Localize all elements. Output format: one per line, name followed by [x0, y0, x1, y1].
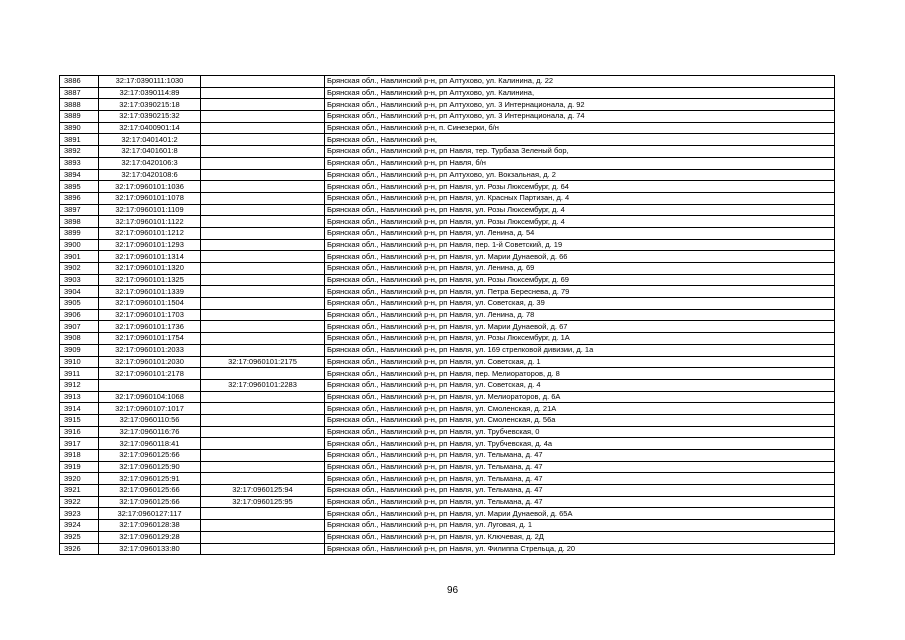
row-number-cell: 3914 [60, 403, 99, 415]
row-number-cell: 3900 [60, 239, 99, 251]
related-cadastral-number-cell [201, 298, 325, 310]
related-cadastral-number-cell [201, 461, 325, 473]
page-number: 96 [446, 585, 459, 596]
related-cadastral-number-cell [201, 216, 325, 228]
related-cadastral-number-cell: 32:17:0960101:2175 [201, 356, 325, 368]
table-row [60, 204, 835, 216]
table-row [60, 344, 835, 356]
table-row [60, 414, 835, 426]
address-cell: Брянская обл., Навлинский р-н, рп Навля, ул. Марии Дунаевой, д. 65А [325, 508, 835, 520]
related-cadastral-number-cell [201, 543, 325, 555]
related-cadastral-number-cell: 32:17:0960101:2283 [201, 379, 325, 391]
related-cadastral-number-cell [201, 251, 325, 263]
address-cell: Брянская обл., Навлинский р-н, рп Навля, ул. Розы Люксембург, д. 64 [325, 181, 835, 193]
cadastral-number-cell: 32:17:0960101:1754 [99, 333, 201, 345]
row-number-cell: 3886 [60, 76, 99, 88]
related-cadastral-number-cell [201, 333, 325, 345]
table-row [60, 239, 835, 251]
row-number-cell: 3899 [60, 227, 99, 239]
cadastral-number-cell: 32:17:0960101:1122 [99, 216, 201, 228]
table-row [60, 403, 835, 415]
table-row [60, 169, 835, 181]
table-row [60, 122, 835, 134]
cadastral-number-cell: 32:17:0390215:18 [99, 99, 201, 111]
address-cell: Брянская обл., Навлинский р-н, рп Навля, ул. Розы Люксембург, д. 69 [325, 274, 835, 286]
cadastral-number-cell: 32:17:0960101:1036 [99, 181, 201, 193]
cadastral-number-cell: 32:17:0960129:28 [99, 531, 201, 543]
table-row [60, 473, 835, 485]
related-cadastral-number-cell [201, 181, 325, 193]
address-cell: Брянская обл., Навлинский р-н, рп Навля, ул. Мелиораторов, д. 6А [325, 391, 835, 403]
row-number-cell: 3890 [60, 122, 99, 134]
address-cell: Брянская обл., Навлинский р-н, рп Навля, ул. Розы Люксембург, д. 1А [325, 333, 835, 345]
row-number-cell: 3920 [60, 473, 99, 485]
table-row [60, 146, 835, 158]
row-number-cell: 3921 [60, 485, 99, 497]
related-cadastral-number-cell [201, 531, 325, 543]
cadastral-number-cell: 32:17:0390111:1030 [99, 76, 201, 88]
address-cell: Брянская обл., Навлинский р-н, рп Навля, ул. Смоленская, д. 21А [325, 403, 835, 415]
address-cell: Брянская обл., Навлинский р-н, [325, 134, 835, 146]
address-cell: Брянская обл., Навлинский р-н, рп Навля, ул. Ленина, д. 54 [325, 227, 835, 239]
table-row [60, 76, 835, 88]
table-row [60, 426, 835, 438]
table-row [60, 286, 835, 298]
address-cell: Брянская обл., Навлинский р-н, рп Навля, ул. Советская, д. 1 [325, 356, 835, 368]
cadastral-number-cell: 32:17:0960101:1504 [99, 298, 201, 310]
table-row [60, 192, 835, 204]
row-number-cell: 3905 [60, 298, 99, 310]
related-cadastral-number-cell [201, 344, 325, 356]
table-row [60, 356, 835, 368]
row-number-cell: 3903 [60, 274, 99, 286]
row-number-cell: 3923 [60, 508, 99, 520]
related-cadastral-number-cell [201, 87, 325, 99]
table-row [60, 531, 835, 543]
table-row [60, 438, 835, 450]
related-cadastral-number-cell [201, 321, 325, 333]
row-number-cell: 3894 [60, 169, 99, 181]
related-cadastral-number-cell: 32:17:0960125:94 [201, 485, 325, 497]
row-number-cell: 3913 [60, 391, 99, 403]
cadastral-number-cell: 32:17:0960101:1314 [99, 251, 201, 263]
cadastral-number-cell: 32:17:0401401:2 [99, 134, 201, 146]
related-cadastral-number-cell [201, 111, 325, 123]
address-cell: Брянская обл., Навлинский р-н, рп Навля, б/н [325, 157, 835, 169]
row-number-cell: 3896 [60, 192, 99, 204]
cadastral-number-cell: 32:17:0960104:1068 [99, 391, 201, 403]
row-number-cell: 3892 [60, 146, 99, 158]
cadastral-number-cell: 32:17:0960101:1339 [99, 286, 201, 298]
cadastral-number-cell: 32:17:0960128:38 [99, 520, 201, 532]
cadastral-number-cell: 32:17:0960101:1325 [99, 274, 201, 286]
cadastral-number-cell: 32:17:0960101:1736 [99, 321, 201, 333]
address-cell: Брянская обл., Навлинский р-н, рп Навля, ул. Филиппа Стрельца, д. 20 [325, 543, 835, 555]
table-row [60, 543, 835, 555]
cadastral-number-cell: 32:17:0960133:80 [99, 543, 201, 555]
cadastral-number-cell: 32:17:0960101:2030 [99, 356, 201, 368]
table-row [60, 379, 835, 391]
address-cell: Брянская обл., Навлинский р-н, рп Навля, ул. Тельмана, д. 47 [325, 461, 835, 473]
table-row [60, 496, 835, 508]
cadastral-number-cell: 32:17:0960101:1320 [99, 263, 201, 275]
cadastral-number-cell: 32:17:0960107:1017 [99, 403, 201, 415]
address-cell: Брянская обл., Навлинский р-н, рп Алтухово, ул. 3 Интернационала, д. 92 [325, 99, 835, 111]
related-cadastral-number-cell [201, 368, 325, 380]
table-row [60, 227, 835, 239]
address-cell: Брянская обл., Навлинский р-н, рп Навля, ул. Петра Береснева, д. 79 [325, 286, 835, 298]
table-row [60, 157, 835, 169]
related-cadastral-number-cell [201, 134, 325, 146]
table-row [60, 321, 835, 333]
row-number-cell: 3897 [60, 204, 99, 216]
row-number-cell: 3889 [60, 111, 99, 123]
address-cell: Брянская обл., Навлинский р-н, рп Навля, ул. Ленина, д. 78 [325, 309, 835, 321]
row-number-cell: 3922 [60, 496, 99, 508]
cadastral-number-cell: 32:17:0420106:3 [99, 157, 201, 169]
address-cell: Брянская обл., Навлинский р-н, рп Навля, пер. 1-й Советский, д. 19 [325, 239, 835, 251]
related-cadastral-number-cell [201, 169, 325, 181]
row-number-cell: 3901 [60, 251, 99, 263]
related-cadastral-number-cell [201, 391, 325, 403]
row-number-cell: 3912 [60, 379, 99, 391]
row-number-cell: 3916 [60, 426, 99, 438]
row-number-cell: 3908 [60, 333, 99, 345]
row-number-cell: 3907 [60, 321, 99, 333]
row-number-cell: 3924 [60, 520, 99, 532]
address-cell: Брянская обл., Навлинский р-н, рп Навля, ул. Розы Люксембург, д. 4 [325, 216, 835, 228]
address-cell: Брянская обл., Навлинский р-н, рп Навля, ул. Тельмана, д. 47 [325, 473, 835, 485]
address-cell: Брянская обл., Навлинский р-н, рп Навля, ул. Луговая, д. 1 [325, 520, 835, 532]
table-row [60, 485, 835, 497]
table-row [60, 391, 835, 403]
cadastral-number-cell: 32:17:0960125:66 [99, 496, 201, 508]
address-cell: Брянская обл., Навлинский р-н, рп Алтухово, ул. Вокзальная, д. 2 [325, 169, 835, 181]
address-cell: Брянская обл., Навлинский р-н, рп Навля, ул. Ленина, д. 69 [325, 263, 835, 275]
address-cell: Брянская обл., Навлинский р-н, рп Навля, ул. Розы Люксембург, д. 4 [325, 204, 835, 216]
row-number-cell: 3891 [60, 134, 99, 146]
table-row [60, 333, 835, 345]
address-cell: Брянская обл., Навлинский р-н, рп Навля, ул. Тельмана, д. 47 [325, 485, 835, 497]
address-cell: Брянская обл., Навлинский р-н, рп Навля, ул. 169 стрелковой дивизии, д. 1а [325, 344, 835, 356]
related-cadastral-number-cell [201, 263, 325, 275]
address-cell: Брянская обл., Навлинский р-н, рп Навля, ул. Ключевая, д. 2Д [325, 531, 835, 543]
row-number-cell: 3895 [60, 181, 99, 193]
cadastral-number-cell: 32:17:0960110:56 [99, 414, 201, 426]
cadastral-number-cell: 32:17:0960125:66 [99, 450, 201, 462]
row-number-cell: 3909 [60, 344, 99, 356]
address-cell: Брянская обл., Навлинский р-н, п. Синезерки, б/н [325, 122, 835, 134]
address-cell: Брянская обл., Навлинский р-н, рп Навля, ул. Смоленская, д. 56а [325, 414, 835, 426]
related-cadastral-number-cell [201, 309, 325, 321]
address-cell: Брянская обл., Навлинский р-н, рп Навля, ул. Трубчевская, 0 [325, 426, 835, 438]
table-row [60, 99, 835, 111]
address-cell: Брянская обл., Навлинский р-н, рп Навля, ул. Марии Дунаевой, д. 67 [325, 321, 835, 333]
address-cell: Брянская обл., Навлинский р-н, рп Навля, пер. Мелиораторов, д. 8 [325, 368, 835, 380]
related-cadastral-number-cell [201, 122, 325, 134]
address-cell: Брянская обл., Навлинский р-н, рп Навля, ул. Тельмана, д. 47 [325, 450, 835, 462]
cadastral-number-cell: 32:17:0960125:90 [99, 461, 201, 473]
cadastral-number-cell: 32:17:0390215:32 [99, 111, 201, 123]
related-cadastral-number-cell [201, 520, 325, 532]
related-cadastral-number-cell [201, 227, 325, 239]
related-cadastral-number-cell [201, 274, 325, 286]
cadastral-number-cell: 32:17:0960101:1293 [99, 239, 201, 251]
registry-table [59, 75, 835, 555]
address-cell: Брянская обл., Навлинский р-н, рп Навля, ул. Трубчевская, д. 4а [325, 438, 835, 450]
cadastral-number-cell: 32:17:0390114:89 [99, 87, 201, 99]
cadastral-number-cell: 32:17:0960127:117 [99, 508, 201, 520]
cadastral-number-cell: 32:17:0420108:6 [99, 169, 201, 181]
row-number-cell: 3918 [60, 450, 99, 462]
registry-table-body [60, 76, 835, 555]
related-cadastral-number-cell [201, 76, 325, 88]
related-cadastral-number-cell [201, 146, 325, 158]
row-number-cell: 3919 [60, 461, 99, 473]
address-cell: Брянская обл., Навлинский р-н, рп Алтухово, ул. Калинина, д. 22 [325, 76, 835, 88]
cadastral-number-cell: 32:17:0960101:1109 [99, 204, 201, 216]
row-number-cell: 3887 [60, 87, 99, 99]
related-cadastral-number-cell [201, 204, 325, 216]
row-number-cell: 3917 [60, 438, 99, 450]
cadastral-number-cell: 32:17:0960125:66 [99, 485, 201, 497]
related-cadastral-number-cell [201, 157, 325, 169]
related-cadastral-number-cell [201, 508, 325, 520]
address-cell: Брянская обл., Навлинский р-н, рп Навля, ул. Красных Партизан, д. 4 [325, 192, 835, 204]
cadastral-number-cell: 32:17:0960101:2033 [99, 344, 201, 356]
related-cadastral-number-cell [201, 99, 325, 111]
cadastral-number-cell: 32:17:0960101:1703 [99, 309, 201, 321]
table-row [60, 520, 835, 532]
address-cell: Брянская обл., Навлинский р-н, рп Алтухово, ул. Калинина, [325, 87, 835, 99]
cadastral-number-cell: 32:17:0400901:14 [99, 122, 201, 134]
row-number-cell: 3893 [60, 157, 99, 169]
row-number-cell: 3915 [60, 414, 99, 426]
address-cell: Брянская обл., Навлинский р-н, рп Навля, ул. Марии Дунаевой, д. 66 [325, 251, 835, 263]
table-row [60, 134, 835, 146]
address-cell: Брянская обл., Навлинский р-н, рп Навля, ул. Тельмана, д. 47 [325, 496, 835, 508]
table-row [60, 298, 835, 310]
address-cell: Брянская обл., Навлинский р-н, рп Навля, тер. Турбаза Зеленый бор, [325, 146, 835, 158]
related-cadastral-number-cell [201, 286, 325, 298]
table-row [60, 87, 835, 99]
address-cell: Брянская обл., Навлинский р-н, рп Алтухово, ул. 3 Интернационала, д. 74 [325, 111, 835, 123]
related-cadastral-number-cell [201, 192, 325, 204]
table-row [60, 461, 835, 473]
row-number-cell: 3926 [60, 543, 99, 555]
address-cell: Брянская обл., Навлинский р-н, рп Навля, ул. Советская, д. 39 [325, 298, 835, 310]
table-row [60, 181, 835, 193]
related-cadastral-number-cell [201, 414, 325, 426]
related-cadastral-number-cell [201, 239, 325, 251]
row-number-cell: 3888 [60, 99, 99, 111]
row-number-cell: 3906 [60, 309, 99, 321]
row-number-cell: 3911 [60, 368, 99, 380]
cadastral-number-cell: 32:17:0401601:8 [99, 146, 201, 158]
table-row [60, 309, 835, 321]
table-row [60, 216, 835, 228]
cadastral-number-cell: 32:17:0960116:76 [99, 426, 201, 438]
table-row [60, 111, 835, 123]
related-cadastral-number-cell: 32:17:0960125:95 [201, 496, 325, 508]
table-row [60, 508, 835, 520]
table-row [60, 450, 835, 462]
row-number-cell: 3902 [60, 263, 99, 275]
related-cadastral-number-cell [201, 450, 325, 462]
related-cadastral-number-cell [201, 426, 325, 438]
table-row [60, 368, 835, 380]
related-cadastral-number-cell [201, 403, 325, 415]
row-number-cell: 3904 [60, 286, 99, 298]
cadastral-number-cell [99, 379, 201, 391]
table-row [60, 251, 835, 263]
table-row [60, 263, 835, 275]
row-number-cell: 3910 [60, 356, 99, 368]
related-cadastral-number-cell [201, 438, 325, 450]
address-cell: Брянская обл., Навлинский р-н, рп Навля, ул. Советская, д. 4 [325, 379, 835, 391]
cadastral-number-cell: 32:17:0960125:91 [99, 473, 201, 485]
related-cadastral-number-cell [201, 473, 325, 485]
table-row [60, 274, 835, 286]
row-number-cell: 3898 [60, 216, 99, 228]
cadastral-number-cell: 32:17:0960101:1078 [99, 192, 201, 204]
cadastral-number-cell: 32:17:0960101:1212 [99, 227, 201, 239]
row-number-cell: 3925 [60, 531, 99, 543]
cadastral-number-cell: 32:17:0960101:2178 [99, 368, 201, 380]
cadastral-number-cell: 32:17:0960118:41 [99, 438, 201, 450]
